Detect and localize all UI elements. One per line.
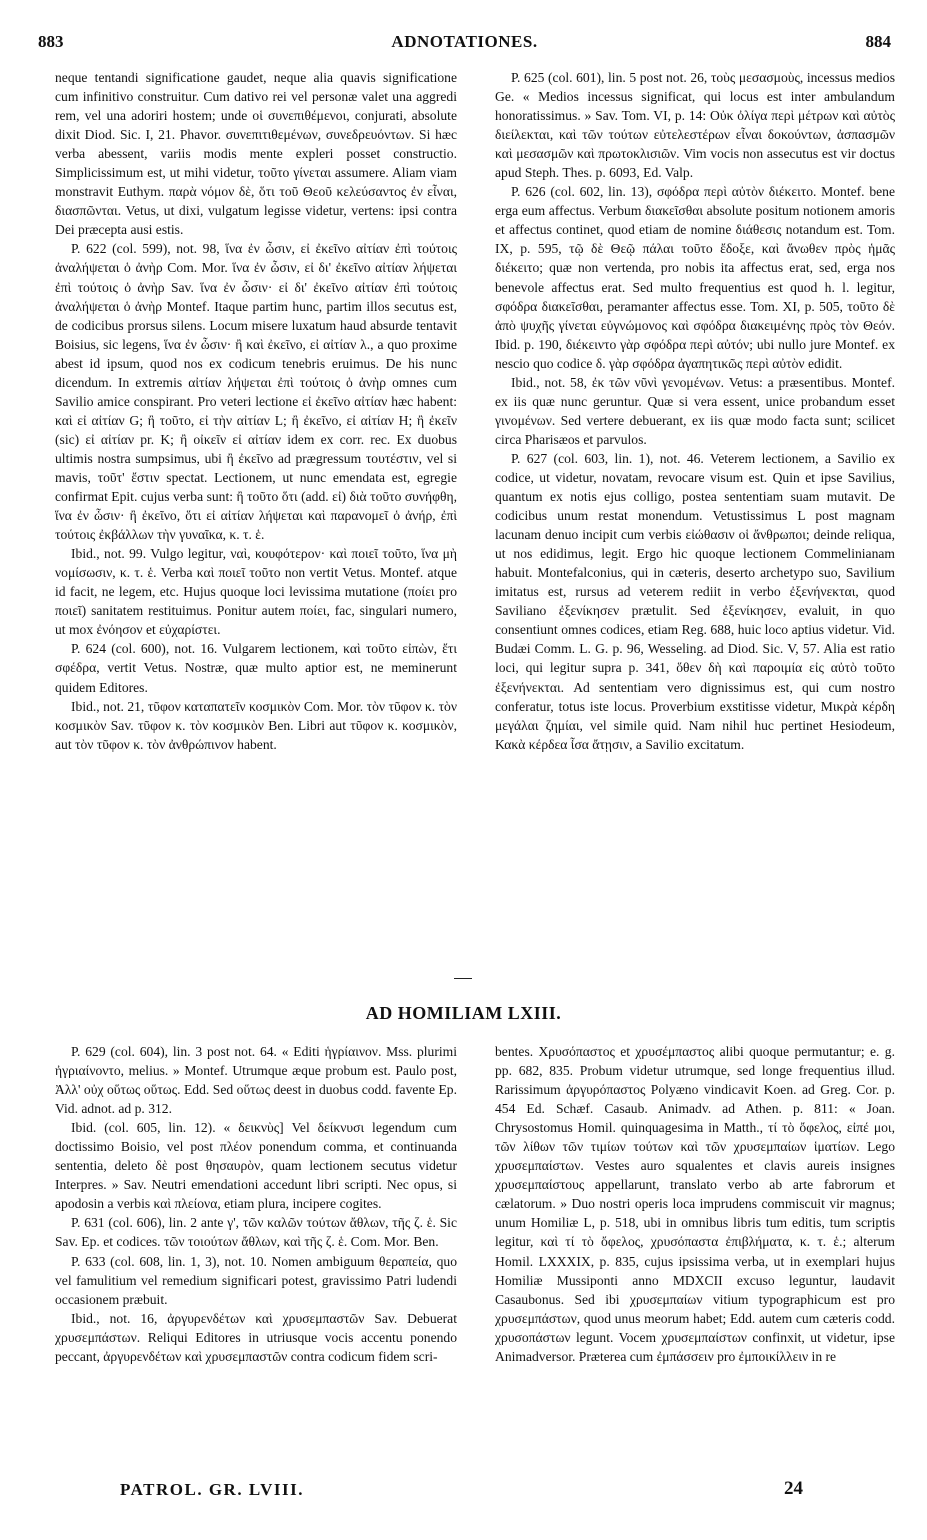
paragraph: Ibid., not. 21, τῦφον καταπατεῖν κοσμικὸν Com. Mor. τὸν τῦφον κ. τὸν κοσμικὸν Sav. τῦφον κ. τὸν κοσμικὸν Ben. Libri aut τῦφον κ. κοσμικὸν, aut τὸν τῦφον κ. τὸν ἀνθρώπινον habent. [55, 698, 457, 752]
page-number-right: 884 [865, 32, 891, 51]
footer-signature: 24 [784, 1478, 803, 1499]
paragraph: P. 624 (col. 600), not. 16. Vulgarem lectionem, καὶ τοῦτο εἰπὼν, ἔτι σφέδρα, vertit Vetus. Nostræ, quæ multo aptior est, ne meminerunt quidem Editores. [55, 641, 457, 695]
section-title: AD HOMILIAM LXIII. [365, 1003, 562, 1023]
bottom-right-column [495, 1042, 895, 1474]
paragraph: P. 629 (col. 604), lin. 3 post not. 64. « Editi ἡγρίαινον. Mss. plurimi ἠγριαίνοντο, melius. » Montef. Utrumque æque probum est. Paulo post, Ἀλλ' οὐχ οὕτως οὕτως. Edd. Sed οὕτως deest in duobus codd. favente Ep. Vid. adnot. ad p. 312. [55, 1044, 457, 1117]
top-right-column [495, 68, 895, 976]
paragraph: Ibid. (col. 605, lin. 12). « δεικνὺς] Vel δείκνυσι legendum cum doctissimo Boisio, vel post πλέον ponendum comma, et continuanda sententia, deleto δὲ post θησαυρὸν, quam lectionem secutus videtur Interpres. » Sav. Neutri emendationi accedunt libri scripti. Nec opus, si apodosin a verbis καὶ πλείονα, etiam plura, incipere cogites. [55, 1120, 457, 1212]
running-header [38, 32, 891, 58]
paragraph: P. 633 (col. 608, lin. 1, 3), not. 10. Nomen ambiguum θεραπεία, quo vel famulitium vel remedium significari potest, gravissimo Patri ludendi occasionem præbuit. [55, 1253, 457, 1307]
page-number-left: 883 [38, 32, 64, 51]
section-divider [454, 978, 472, 979]
paragraph: P. 626 (col. 602, lin. 13), σφόδρα περὶ αὐτὸν διέκειτο. Montef. bene erga eum affectus. Verbum διακεῖσθαι absolute positum notionem amoris et affectus continet, quod etiam de nomine διάθεσις notandum est. Tom. IX, p. 595, τῷ δὲ Θεῷ πάλαι τοῦτο ἔδοξε, καὶ ἄνωθεν πρὸς ἡμᾶς διέκειτο; quæ non vertenda, pro nobis ita affectus erat, sed, erga nos benevole affectus erat. Sed multo frequentius est quod h. l. legitur, σφόδρα διακεῖσθαι, peramanter affectus esse. Tom. XI, p. 505, τοῦτο δὲ ἀπὸ ψυχῆς γίνεται εὐγνώμονος καὶ σφόδρα διακειμένης πρὸς τὸν Θεόν. Ibid. p. 190, διέκειντο γὰρ σφόδρα περὶ αὐτόν; ubi nullo jure Montef. ex nescio quo codice δ. γὰρ σφόδρα ἀγαπητικῶς περὶ αὐτὸν edidit. [495, 184, 895, 371]
bottom-left-column [55, 1042, 457, 1474]
paragraph: Ibid., not. 16, ἀργυρενδέτων καὶ χρυσεμπαστῶν Sav. Debuerat χρυσεμπάστων. Reliqui Editores in utriusque vocis accentu ponendo peccant, ἀργυρενδέτων καὶ χρυσεμπαστῶν contra codicum fidem scri- [55, 1310, 457, 1364]
paragraph: Ibid., not. 99. Vulgo legitur, ναὶ, κουφότερον· καὶ ποιεῖ τοῦτο, ἵνα μὴ νομίσωσιν, κ. τ. ἑ. Verba καὶ ποιεῖ τοῦτο non vertit Vetus. Montef. atque id facit, ne legem, etc. Hujus quoque loci levissima mutatione (ποίει pro ποιεῖ) sanitatem restituimus. Ponitur autem ποίει, fac, singulari numero, ut mox ἐνόησον et εὐχαρίστει. [55, 546, 457, 638]
top-left-column [55, 68, 457, 976]
paragraph: P. 631 (col. 606), lin. 2 ante γ', τῶν καλῶν τούτων ἄθλων, τῆς ζ. ἑ. Sic Sav. Ep. et codices. τῶν τοιούτων ἄθλων, καὶ τῆς ζ. ἑ. Com. Mor. Ben. [55, 1215, 457, 1250]
paragraph: Ibid., not. 58, ἐκ τῶν νῦνὶ γενομένων. Vetus: a præsentibus. Montef. ex iis quæ nunc geruntur. Quæ si vera essent, unice probandum esset γινομένων. Sed vertere debuerant, ex iis quæ modo facta sunt; scilicet circa Pharisæos et parvulos. [495, 374, 895, 447]
paragraph: P. 622 (col. 599), not. 98, ἵνα ἐν ὦσιν, εἰ ἐκεῖνο αἰτίαν ἐπὶ τούτοις ἀναλήψεται ὁ ἀνὴρ Com. Mor. ἵνα ἐν ὦσιν, εἰ δι' ἐκεῖνο αἰτίαν λήψεται ἐπὶ τούτοις ὁ ἀνὴρ Sav. ἵνα ἐν ὦσιν· εἰ δι' ἐκεῖνο αἰτίαν ἐπὶ τούτοις ἀναλήψεται ὁ ἀνὴρ Montef. Itaque partim hunc, partim illos secutus est, de codicibus prorsus silens. Locum misere luxatum haud absurde tentavit Boisius, sic legens, ἵνα ἐν ὦσιν· ἢ καὶ ἐκεῖνο, εἰ αἰτίαν λ., a quo proxime abest id ipsum, quod nos ex codicum tenebris eruimus. De his nunc dicendum. In extremis αἰτίαν λήψεται ἐπὶ τούτοις ὁ ἀνὴρ omnes cum Savilio amice conspirant. Pro veteri lectione εἰ ἐκεῖνο αἰτίαν hæc habent: καὶ εἰ αἰτίαν G; ἢ τοῦτο, εἰ τὴν αἰτίαν L; ἢ ἐκεῖνο, εἰ αἰτίαν H; ἢ ἐκεῖν (sic) εἰ αἰτίαν pr. K; ἢ οἰκεῖν εἰ αἰτίαν idem ex corr. rec. Ex duobus ultimis nostra sumpsimus, ubi ἢ ἐκεῖνο ad prægressum τουτέστιν, vel si mavis, τοῦτ' ἔστιν spectat. Lectionem, ut nunc emendata est, egregie confirmat Epit. cujus verba sunt: ἢ τοῦτο ὅτι (add. εἰ) διὰ τοῦτο συνήφθη, ἵνα ἐν ὦσιν· ἢ ἐκεῖνο, ὅτι εἰ αἰτίαν λήψεται καὶ παρανομεῖ ὁ ἀνήρ, ἐπὶ τούτοις ἐκβάλλων τὴν γυναῖκα, κ. τ. ἑ. [55, 241, 457, 543]
paragraph: bentes. Χρυσόπαστος et χρυσέμπαστος alibi quoque permutantur; e. g. pp. 682, 835. Probum videtur utrumque, sed longe frequentius illud. Rarissimum ἀργυρόπαστος Polyæno vindicavit Koen. ad Greg. Cor. p. 454 Ed. Schæf. Casaub. Animadv. ad Athen. p. 811: « Joan. Chrysostomus Homil. quinquagesima in Matth., τί τὸ ὄφελος, εἰπέ μοι, τῶν λίθων τῶν τιμίων τούτων καὶ τῶν χρυσεμπαίων ἱματίων. Lego χρυσεμπαίστων. Vestes auro squalentes et clavis aureis insignes χρυσεμπαίστους appellarunt, translato verbo ab arte fabrorum et cælatorum. » Duo nostri operis loca imprudens commiscuit vir magnus; unum Homiliæ L, p. 518, ubi in omnibus libris tum editis, tum scriptis legitur, καὶ τί τὸ ὄφελος, χρυσόπαστα ἐπιβλήματα, κ. τ. ἑ.; alterum Homil. LXXXIX, p. 835, cujus ipsissima verba, ut in exemplari hujus Homiliæ Mussiponti anno MDXCII excuso leguntur, laudavit Casaubonus. Sed ibi χρυσεμπαίων vitium typographicum est pro χρυσεμπάστων, quod unus meorum habet; Edd. autem cum cæteris codd. χρυσοπάστων legunt. Vocem χρυσεμπαίστων confinxit, ut videtur, ipse Animadversor. Præterea cum ἐμπάσσειν pro ἐμποικίλλειν in re [495, 1044, 895, 1364]
footer-volume: PATROL. GR. LVIII. [120, 1480, 304, 1499]
paragraph: neque tentandi significatione gaudet, neque alia quavis significatione cum infinitivo construitur. Cum dativo rei vel personæ valet una aggredi rem, vel una adoriri hostem; unde οἱ συνεπιθέμενοι, conjurati, absolute dixit Diod. Sic. I, 21. Phavor. συνεπιτιθεμένων, συνεδρευόντων. Si hæc verba abessent, variis modis mente expleri posset constructio. Simplicissimum est, ut mihi videtur, τοῦτο γίνεται assumere. Aliam viam monstravit Euthym. παρὰ νόμον δὲ, ὅτι τοῦ Θεοῦ κελεύσαντος ἐν εἶναι, διασπῶνται. Vetus, ut dixi, vulgatum legisse videtur, vertens: ipsi contra Dei præcepta ausi estis. [55, 70, 457, 238]
paragraph: P. 625 (col. 601), lin. 5 post not. 26, τοὺς μεσασμοὺς, incessus medios Ge. « Medios incessus significat, qui locus est inter ambulandum honoratissimus. » Sav. Tom. VI, p. 14: Οὐκ ὀλίγα περὶ μέτρων καὶ αὐτὸς διείλεκται, καὶ τῶν τούτων εὐτελεστέρων εἶναι δοκούντων, ἀσπασμῶν καὶ μεσασμῶν καὶ πρωτοκλισιῶν. Vim vocis non assecutus est vir doctus apud Steph. Thes. p. 6093, Ed. Valp. [495, 70, 895, 181]
paragraph: P. 627 (col. 603, lin. 1), not. 46. Veterem lectionem, a Savilio ex codice, ut videtur, novatam, revocare visum est. Quin et ipse Savilius, quantum ex notis ejus colligo, postea sententiam suam mutavit. De codicibus unum restat monendum. Vetustissimus L post magnam lacunam denuo incipit cum verbis εἰώθασιν οἱ ἄνθρωποι; deinde reliqua, ut nos edidimus, legit. Ergo hic quoque lectionem Commelinianam habuit. Montefalconius, qui in cæteris, deserto archetypo suo, Savilium imitatus est, rursus ad veterem rediit in verbo ἐξενήνεκται, quod Saviliano ἐξενίκησεν prætulit. Sed ἐξενίκησεν, evaluit, in quo consentiunt omnes codices, etiam Reg. 688, huic loco aptius videtur. Vid. Budæi Comm. L. G. p. 96, Wesseling. ad Diod. Sic. V, 57. Alia est ratio loci, qui legitur supra p. 341, ὅθεν δὴ καὶ παροιμία εἰς αὐτὸ τοῦτο ἐξενήνεκται. Ad sententiam vero dignissimus est, qui cum nostro conferatur, totus iste locus. Proverbium exstitisse videtur, Μικρὰ κέρδη μεγάλαι ζημίαι, vel simile quid. Nam nihil huc pertinet Hesiodeum, Κακὰ κέρδεα ἶσα ἄτῃσιν, a Savilio excitatum. [495, 450, 895, 752]
running-title: ADNOTATIONES. [391, 32, 538, 51]
